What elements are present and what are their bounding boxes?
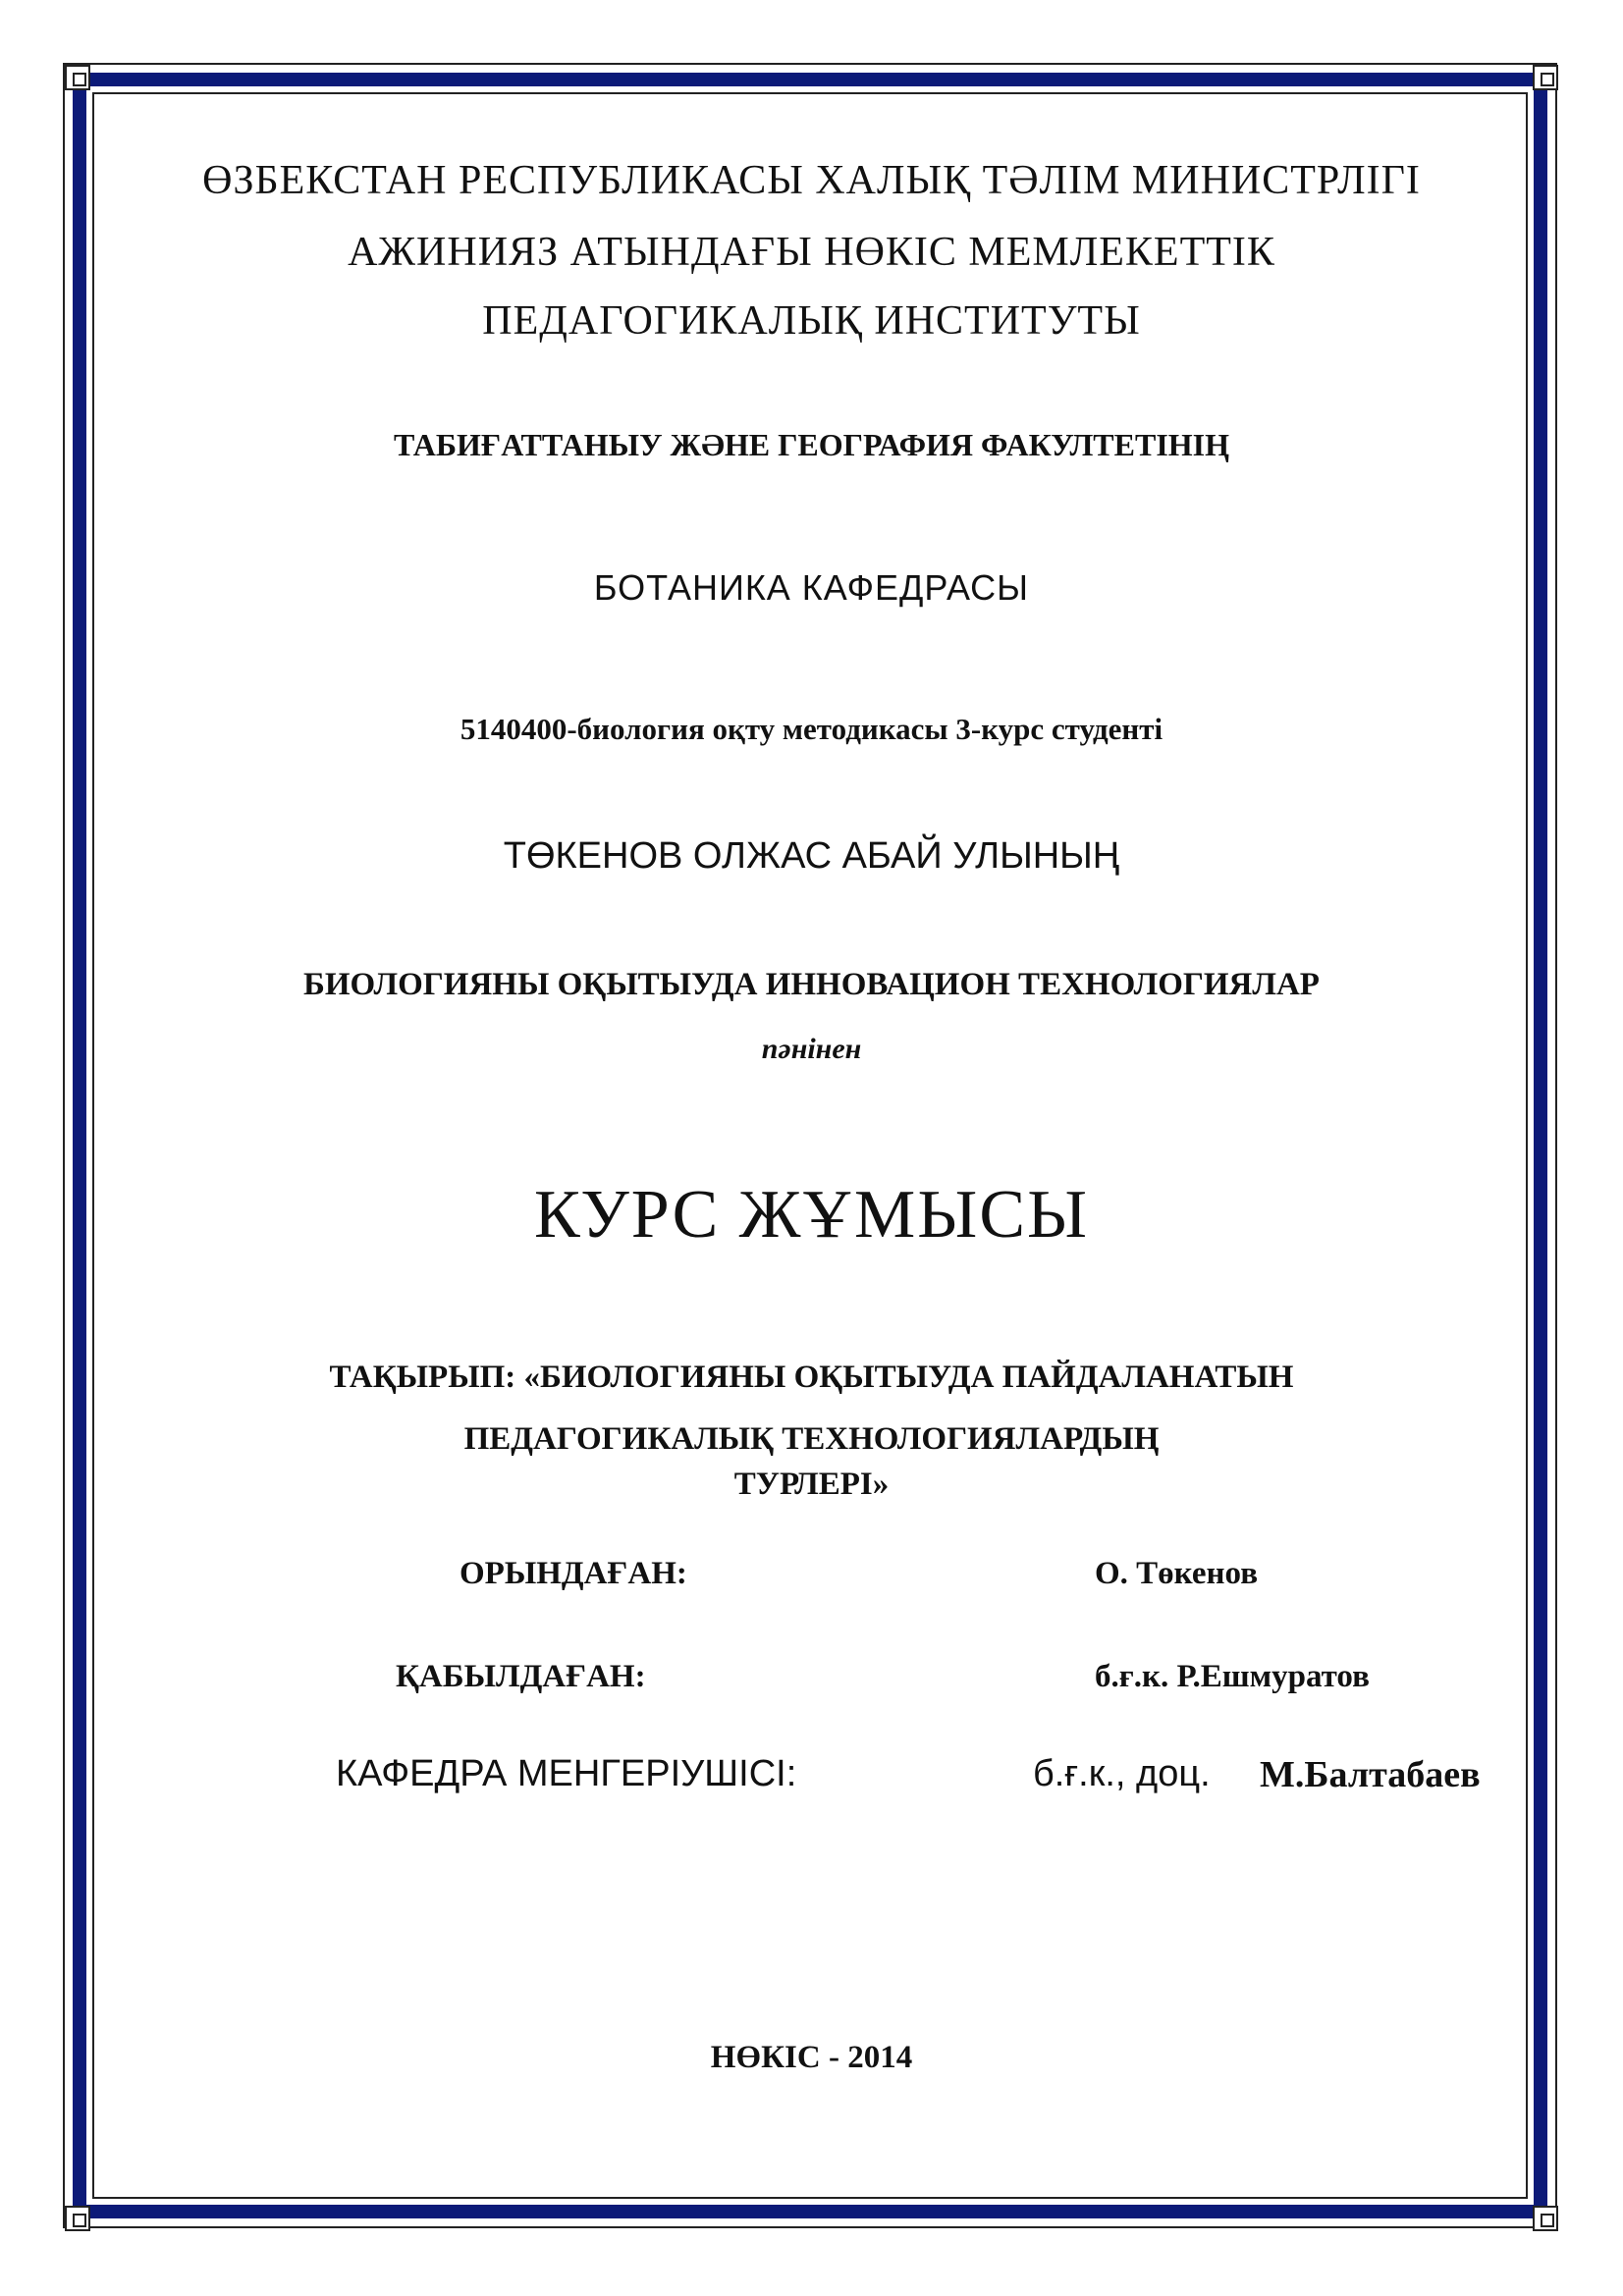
performed-label: ОРЫНДАҒАН: — [460, 1556, 687, 1591]
document-type-title: КУРС ЖҰМЫСЫ — [533, 1177, 1090, 1253]
head-of-department-title: б.ғ.к., доц. — [1033, 1753, 1211, 1794]
head-of-department-label: КАФЕДРА МЕНГЕРІУШІСІ: — [336, 1753, 797, 1794]
specialty-line: 5140400-биология оқту методикасы 3-курс студенті — [460, 712, 1163, 746]
ministry-line-2: АЖИНИЯЗ АТЫНДАҒЫ НӨКІС МЕМЛЕКЕТТІК — [348, 230, 1275, 275]
subject-suffix: пәнінен — [761, 1033, 862, 1065]
accepted-label: ҚАБЫЛДАҒАН: — [396, 1659, 646, 1694]
ministry-line-1: ӨЗБЕКСТАН РЕСПУБЛИКАСЫ ХАЛЫҚ ТӘЛІМ МИНИСТРЛІГІ — [202, 158, 1421, 203]
topic-line-1: ТАҚЫРЫП: «БИОЛОГИЯНЫ ОҚЫТЫУДА ПАЙДАЛАНАТЫН — [329, 1360, 1294, 1395]
subject-title: БИОЛОГИЯНЫ ОҚЫТЫУДА ИННОВАЦИОН ТЕХНОЛОГИЯЛАР — [303, 967, 1320, 1002]
student-name: ТӨКЕНОВ ОЛЖАС АБАЙ УЛЫНЫҢ — [503, 835, 1120, 877]
corner-ornament-top-right — [1533, 65, 1558, 90]
department-title: БОТАНИКА КАФЕДРАСЫ — [593, 567, 1030, 608]
performed-name: О. Төкенов — [1095, 1556, 1259, 1591]
ministry-line-3: ПЕДАГОГИКАЛЫҚ ИНСТИТУТЫ — [482, 298, 1141, 344]
page-border-inner — [92, 92, 1528, 2199]
corner-ornament-top-left — [65, 65, 90, 90]
city-year: НӨКІС - 2014 — [710, 2040, 913, 2075]
corner-ornament-bottom-left — [65, 2206, 90, 2231]
topic-line-3: ТУРЛЕРІ» — [733, 1467, 890, 1502]
accepted-name: б.ғ.к. Р.Ешмуратов — [1095, 1659, 1370, 1694]
topic-line-2: ПЕДАГОГИКАЛЫҚ ТЕХНОЛОГИЯЛАРДЫҢ — [463, 1421, 1160, 1457]
faculty-title: ТАБИҒАТТАНЫУ ЖӘНЕ ГЕОГРАФИЯ ФАКУЛТЕТІНІҢ — [393, 427, 1230, 462]
head-of-department-name: М.Балтабаев — [1260, 1754, 1481, 1795]
corner-ornament-bottom-right — [1533, 2206, 1558, 2231]
